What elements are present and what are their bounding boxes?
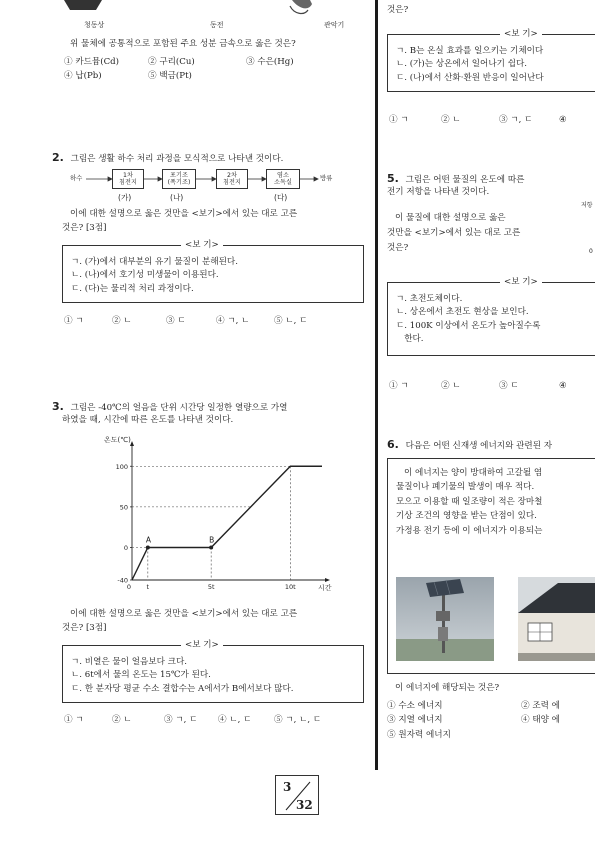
q5-choice-1[interactable]: ① ㄱ (389, 381, 409, 391)
q5-choice-2[interactable]: ② ㄴ (441, 381, 461, 391)
q6-stem-row (387, 437, 552, 453)
q6-stem: 다음은 어떤 신재생 에너지와 관련된 자 (405, 441, 553, 451)
q5-bogi-item-1: ㄱ. 초전도체이다. (396, 294, 463, 304)
q2-ask-line2: 것은? [3점] (62, 223, 107, 233)
q3-choice-4[interactable]: ④ ㄴ, ㄷ (218, 715, 252, 725)
y-tick-label: 0 (123, 544, 128, 552)
q1-choice-2[interactable]: ② 구리(Cu) (148, 57, 195, 67)
q6-choice-5[interactable]: ⑤ 원자력 에너지 (387, 729, 451, 740)
q1-images (62, 0, 364, 20)
flow-output-label: 방류 (320, 174, 333, 182)
q6-choices (387, 700, 595, 741)
flow-box-1-line1: 1차 (123, 172, 133, 179)
x-tick-label: 5t (207, 583, 215, 591)
q5-bogi-item-2: ㄴ. 상온에서 초전도 현상을 보인다. (396, 307, 529, 318)
q2-choice-1[interactable]: ① ㄱ (64, 316, 84, 326)
q6-passage-line-5: 가정용 전기 등에 이 에너지가 이용되는 (396, 525, 543, 536)
flow-input-label: 하수 (70, 174, 83, 182)
q3-stem-line1: 그림은 -40℃의 얼음을 단위 시간당 일정한 열량으로 가열 (70, 403, 288, 413)
q6-choice-2[interactable]: ② 조력 에 (521, 701, 560, 711)
page-current: 3 (283, 780, 292, 794)
q4-bogi-box (387, 29, 595, 92)
q6-photo-solar-streetlight (396, 577, 494, 661)
q3-choice-5[interactable]: ⑤ ㄱ, ㄴ, ㄷ (274, 715, 322, 725)
q5-graph-resistance-label: 저항 (581, 202, 593, 209)
column-divider (375, 0, 378, 770)
q3-bogi-box (62, 640, 364, 703)
q1-choices (64, 56, 366, 83)
q2-bogi-item-2: ㄴ. (나)에서 호기성 미생물이 이용된다. (71, 270, 219, 281)
flow-arrows (62, 168, 364, 208)
q3-choices (64, 714, 366, 726)
q5-ask-line2: 것만을 <보기>에서 있는 대로 고른 (387, 228, 521, 238)
q6-passage-line-2: 물질이나 폐기물의 발생이 매우 적다. (396, 482, 535, 493)
q6-ask: 이 에너지에 해당되는 것은? (395, 683, 500, 693)
q1-choice-4[interactable]: ④ 납(Pb) (64, 71, 102, 82)
flow-box-1-line2: 침전지 (119, 179, 137, 187)
q3-stem-line2: 하였을 때, 시간에 따른 온도를 나타낸 것이다. (62, 415, 234, 425)
x-tick-label: t (146, 583, 150, 591)
q3-bogi-item-2: ㄴ. 6t에서 물의 온도는 15℃가 된다. (71, 670, 211, 681)
q2-bogi-title: <보 기> (181, 239, 223, 251)
q4-bogi-item-1: ㄱ. B는 온실 효과를 일으키는 기체이다 (396, 46, 544, 56)
flow-box-2-line1: 포기조 (170, 172, 188, 179)
y-axis-label: 온도(℃) (104, 436, 131, 444)
q4-choice-4[interactable]: ④ (559, 115, 567, 125)
q5-stem-row1 (387, 171, 524, 187)
q5-choice-3[interactable]: ③ ㄷ (499, 381, 519, 391)
page-total: 32 (296, 798, 313, 812)
q2-choices (64, 315, 366, 327)
q3-number: 3. (52, 400, 64, 413)
q5-bogi-item-3-cont: 한다. (396, 334, 424, 345)
q6-passage-box (387, 458, 595, 674)
q2-flow-diagram (62, 168, 364, 208)
q5-graph-zero: 0 (589, 248, 593, 255)
x-tick-label: 10t (284, 583, 296, 591)
q5-bogi-item-3: ㄷ. 100K 이상에서 온도가 높아질수록 (396, 320, 541, 331)
temperature-series-line (132, 466, 322, 580)
q3-stem-row1 (52, 399, 367, 415)
point-label-a: A (145, 535, 151, 545)
q5-stem-line1: 그림은 어떤 물질의 온도에 따른 (405, 175, 525, 185)
q2-choice-5[interactable]: ⑤ ㄴ, ㄷ (274, 316, 308, 326)
q1-choice-1[interactable]: ① 카드뮴(Cd) (64, 57, 120, 67)
q3-ask-line1: 이에 대한 설명으로 옳은 것만을 <보기>에서 있는 대로 고른 (70, 609, 298, 619)
q2-bogi-item-3: ㄷ. (다)는 물리적 처리 과정이다. (71, 283, 194, 294)
q2-bogi-box (62, 240, 364, 303)
flow-box-primary-clarifier (112, 169, 144, 189)
q4-ask-tail: 것은? (387, 5, 409, 15)
q1-choice-3[interactable]: ③ 수은(Hg) (246, 57, 294, 67)
q5-number: 5. (387, 172, 399, 185)
q3-bogi-item-1: ㄱ. 비열은 물이 얼음보다 크다. (71, 657, 188, 667)
flow-box-4-line2: 소독실 (274, 179, 292, 187)
point-b (209, 546, 213, 550)
q1-caption-coin: 동전 (210, 21, 224, 29)
q3-choice-3[interactable]: ③ ㄱ, ㄷ (164, 715, 198, 725)
q4-bogi-item-3: ㄷ. (나)에서 산화·환원 반응이 일어난다 (396, 72, 544, 83)
flow-box-aeration-tank (162, 169, 196, 189)
q4-choice-3[interactable]: ③ ㄱ, ㄷ (499, 115, 533, 125)
q5-bogi-title: <보 기> (500, 276, 542, 288)
x-tick-label: 0 (126, 583, 132, 591)
q1-caption-instrument: 관악기 (324, 21, 345, 29)
q2-choice-3[interactable]: ③ ㄷ (166, 316, 186, 326)
q4-choice-1[interactable]: ① ㄱ (389, 115, 409, 125)
q2-choice-2[interactable]: ② ㄴ (112, 316, 132, 326)
q5-ask-line1: 이 물질에 대한 설명으로 옳은 (395, 213, 506, 223)
flow-box-secondary-clarifier (216, 169, 248, 189)
q6-choice-1[interactable]: ① 수소 에너지 (387, 701, 443, 711)
q2-ask-line1: 이에 대한 설명으로 옳은 것만을 <보기>에서 있는 대로 고른 (70, 209, 298, 219)
x-axis-arrow (325, 578, 330, 582)
flow-tag-ga: (가) (118, 193, 132, 202)
q5-bogi-box (387, 277, 595, 356)
q3-bogi-title: <보 기> (181, 639, 223, 651)
q2-bogi-item-1: ㄱ. (가)에서 대부분의 유기 물질이 분해된다. (71, 257, 238, 267)
right-column (387, 0, 595, 842)
y-tick-label: 100 (115, 462, 128, 471)
q5-choices (389, 380, 567, 392)
q4-bogi-item-2: ㄴ. (가)는 상온에서 일어나기 쉽다. (396, 59, 528, 70)
point-label-b: B (209, 535, 215, 545)
q4-choices (389, 114, 567, 126)
flow-tag-na: (나) (170, 193, 184, 202)
q2-choice-4[interactable]: ④ ㄱ, ㄴ (216, 316, 250, 326)
q1-stem: 위 물체에 공통적으로 포함된 주요 성분 금속으로 옳은 것은? (70, 39, 296, 49)
q1-choice-5[interactable]: ⑤ 백금(Pt) (148, 71, 192, 82)
flow-box-4-line1: 염소 (277, 172, 289, 179)
y-tick-label: -40 (117, 576, 128, 585)
q6-passage-line-4: 기상 조건의 영향을 받는 단점이 있다. (396, 511, 537, 522)
q5-ask-line3: 것은? (387, 243, 409, 253)
flow-box-3-line2: 침전지 (223, 179, 241, 187)
flow-box-chlorine-disinfection (266, 169, 300, 189)
q4-choice-2[interactable]: ② ㄴ (441, 115, 461, 125)
flow-box-3-line1: 2차 (227, 172, 237, 179)
q3-temperature-chart (82, 432, 342, 592)
x-axis-label: 시간 (318, 584, 332, 592)
q2-stem-row (52, 150, 367, 166)
q6-number: 6. (387, 438, 399, 451)
q1-caption-bronze: 청동상 (84, 21, 105, 29)
point-a (146, 546, 150, 550)
q6-passage-line-3: 모으고 이용할 때 일조량이 적은 장마철 (396, 496, 543, 507)
q6-choice-3[interactable]: ③ 지열 에너지 (387, 715, 443, 726)
flow-box-2-line2: (폭기조) (167, 179, 191, 187)
q2-number: 2. (52, 151, 64, 164)
q2-stem: 그림은 생활 하수 처리 과정을 모식적으로 나타낸 것이다. (70, 154, 284, 164)
q3-ask-line2: 것은? [3점] (62, 623, 107, 633)
q5-stem-line2: 전기 저항을 나타낸 것이다. (387, 187, 490, 197)
page-number-box (275, 775, 319, 815)
q3-choice-2[interactable]: ② ㄴ (112, 715, 132, 725)
q5-choice-4[interactable]: ④ (559, 381, 567, 391)
q1-object-photos (62, 0, 364, 20)
q3-choice-1[interactable]: ① ㄱ (64, 715, 84, 725)
q6-passage-line-1: 이 에너지는 양이 방대하여 고갈될 염 (404, 468, 543, 478)
flow-tag-da: (다) (274, 193, 288, 202)
q3-bogi-item-3: ㄷ. 한 분자당 평균 수소 결합수는 A에서가 B에서보다 많다. (71, 683, 294, 694)
q6-choice-4[interactable]: ④ 태양 에 (521, 715, 560, 726)
q4-bogi-title: <보 기> (500, 28, 542, 40)
y-tick-label: 50 (119, 503, 128, 512)
q6-photo-solar-house (518, 577, 595, 661)
